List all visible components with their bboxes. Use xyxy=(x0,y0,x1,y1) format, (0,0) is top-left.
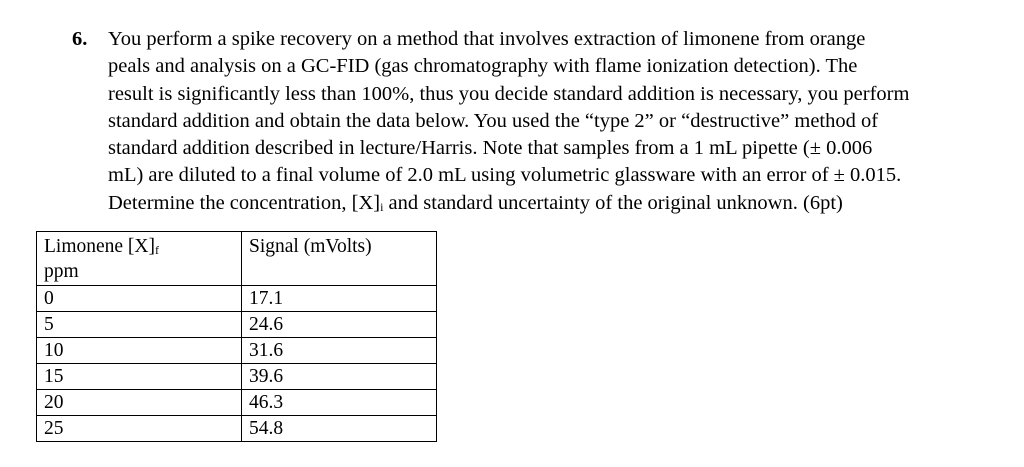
problem-line-7 xyxy=(108,190,992,217)
cell-concentration: 10 xyxy=(37,338,242,364)
header-concentration-subscript: f xyxy=(155,243,160,257)
table-row xyxy=(37,390,437,416)
problem-line-7-subscript: i xyxy=(380,199,384,214)
cell-signal: 17.1 xyxy=(242,286,437,312)
table-row xyxy=(37,286,437,312)
problem-number: 6. xyxy=(72,28,88,50)
header-concentration xyxy=(37,232,242,286)
problem-line-2: peals and analysis on a GC-FID (gas chromatography with flame ionization detection). The xyxy=(108,55,858,78)
cell-signal: 46.3 xyxy=(242,390,437,416)
table-row xyxy=(37,338,437,364)
cell-concentration: 0 xyxy=(37,286,242,312)
header-signal: Signal (mVolts) xyxy=(242,232,437,286)
problem-line-7-start: Determine the concentration, [X] xyxy=(108,191,381,214)
table-row xyxy=(37,364,437,390)
cell-signal: 31.6 xyxy=(242,338,437,364)
cell-concentration: 15 xyxy=(37,364,242,390)
cell-signal: 39.6 xyxy=(242,364,437,390)
table-row xyxy=(37,312,437,338)
data-table xyxy=(36,231,437,442)
problem-line-7-end: and standard uncertainty of the original unknown. (6pt) xyxy=(383,191,843,214)
problem-block xyxy=(72,26,992,217)
problem-statement xyxy=(108,26,992,217)
problem-line-5: standard addition described in lecture/Harris. Note that samples from a 1 mL pipette (± 0.006 xyxy=(108,137,873,160)
header-concentration-unit: ppm xyxy=(44,261,79,282)
cell-concentration: 20 xyxy=(37,390,242,416)
header-concentration-label: Limonene [X] xyxy=(44,236,156,257)
problem-line-4: standard addition and obtain the data below. You used the “type 2” or “destructive” method of xyxy=(108,109,879,132)
problem-line-6: mL) are diluted to a final volume of 2.0 mL using volumetric glassware with an error of ± 0.015. xyxy=(108,164,902,187)
cell-signal: 24.6 xyxy=(242,312,437,338)
cell-signal: 54.8 xyxy=(242,416,437,442)
problem-line-3: result is significantly less than 100%, thus you decide standard addition is necessary, you perform xyxy=(108,82,910,105)
table-row xyxy=(37,416,437,442)
cell-concentration: 25 xyxy=(37,416,242,442)
problem-line-1: You perform a spike recovery on a method that involves extraction of limonene from orange xyxy=(108,28,866,50)
table-header-row xyxy=(37,232,437,286)
cell-concentration: 5 xyxy=(37,312,242,338)
